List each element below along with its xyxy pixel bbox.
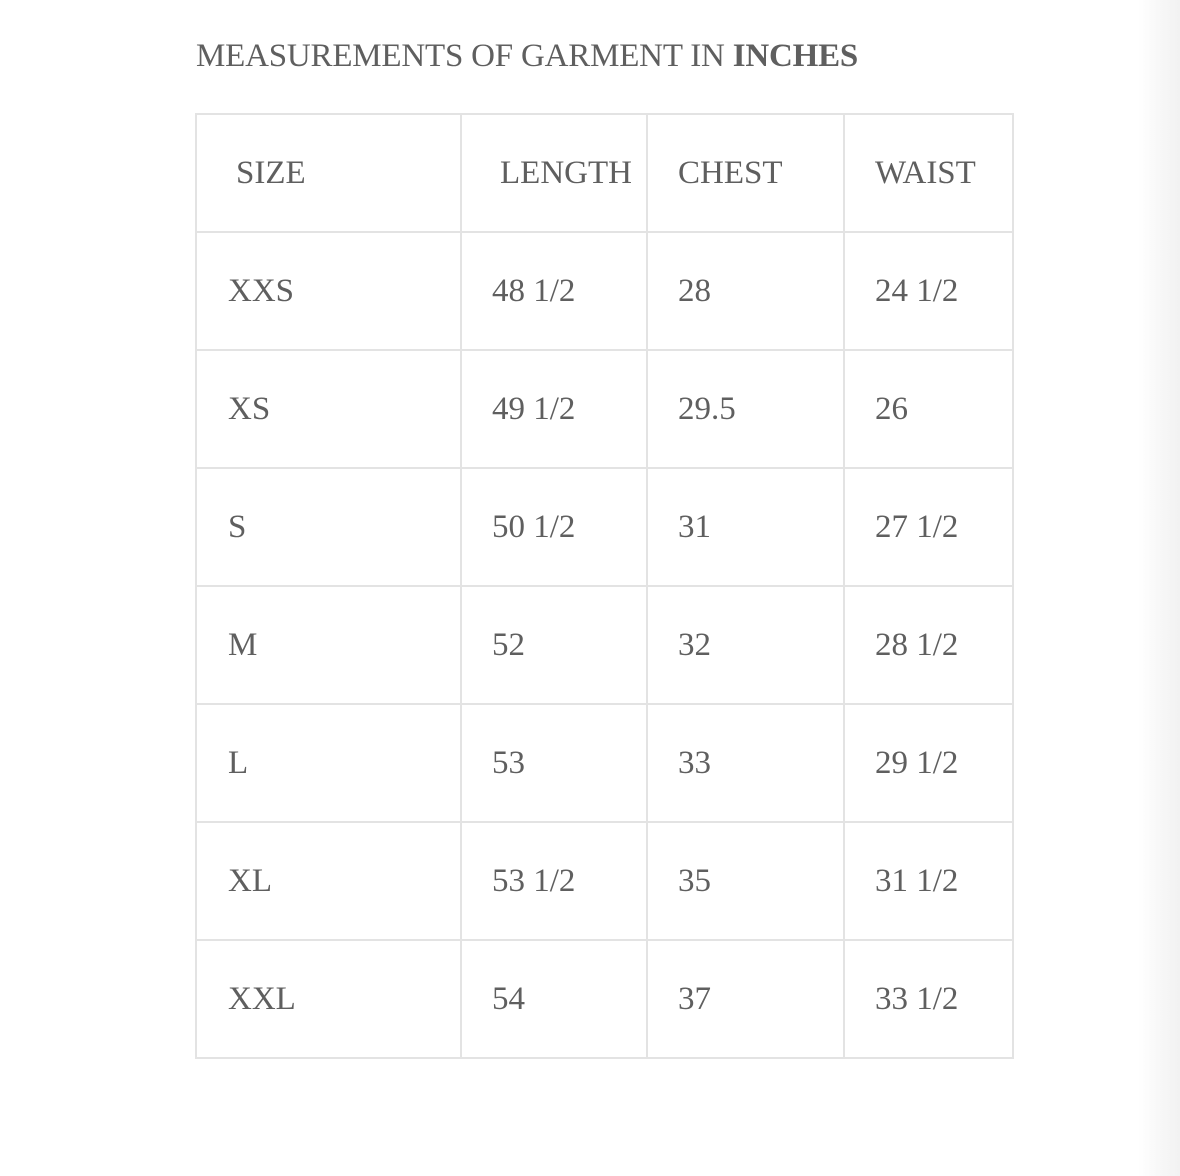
cell-size: S (196, 468, 461, 586)
table-row (196, 350, 1013, 468)
cell-size: XS (196, 350, 461, 468)
table-row (196, 586, 1013, 704)
cell-length: 48 1/2 (461, 232, 647, 350)
header-waist: WAIST (844, 114, 1013, 232)
cell-size: M (196, 586, 461, 704)
table-header-row (196, 114, 1013, 232)
cell-waist: 31 1/2 (844, 822, 1013, 940)
cell-length: 53 (461, 704, 647, 822)
cell-chest: 32 (647, 586, 844, 704)
cell-size: XL (196, 822, 461, 940)
cell-chest: 28 (647, 232, 844, 350)
header-size: SIZE (196, 114, 461, 232)
cell-chest: 35 (647, 822, 844, 940)
cell-length: 49 1/2 (461, 350, 647, 468)
page-edge-shadow (1138, 0, 1180, 1176)
cell-chest: 33 (647, 704, 844, 822)
table-row (196, 468, 1013, 586)
table-row (196, 940, 1013, 1058)
cell-waist: 26 (844, 350, 1013, 468)
cell-length: 50 1/2 (461, 468, 647, 586)
cell-length: 52 (461, 586, 647, 704)
cell-size: XXS (196, 232, 461, 350)
cell-chest: 37 (647, 940, 844, 1058)
cell-waist: 33 1/2 (844, 940, 1013, 1058)
cell-waist: 24 1/2 (844, 232, 1013, 350)
cell-length: 54 (461, 940, 647, 1058)
title-unit: INCHES (732, 38, 859, 74)
cell-chest: 31 (647, 468, 844, 586)
table-row (196, 232, 1013, 350)
table-row (196, 704, 1013, 822)
header-length: LENGTH (461, 114, 647, 232)
cell-waist: 28 1/2 (844, 586, 1013, 704)
size-chart-title (196, 36, 858, 76)
cell-length: 53 1/2 (461, 822, 647, 940)
cell-size: L (196, 704, 461, 822)
size-chart-table (195, 113, 1014, 1059)
table-row (196, 822, 1013, 940)
cell-waist: 29 1/2 (844, 704, 1013, 822)
header-chest: CHEST (647, 114, 844, 232)
cell-waist: 27 1/2 (844, 468, 1013, 586)
title-prefix: MEASUREMENTS OF GARMENT IN (196, 38, 733, 74)
cell-chest: 29.5 (647, 350, 844, 468)
cell-size: XXL (196, 940, 461, 1058)
